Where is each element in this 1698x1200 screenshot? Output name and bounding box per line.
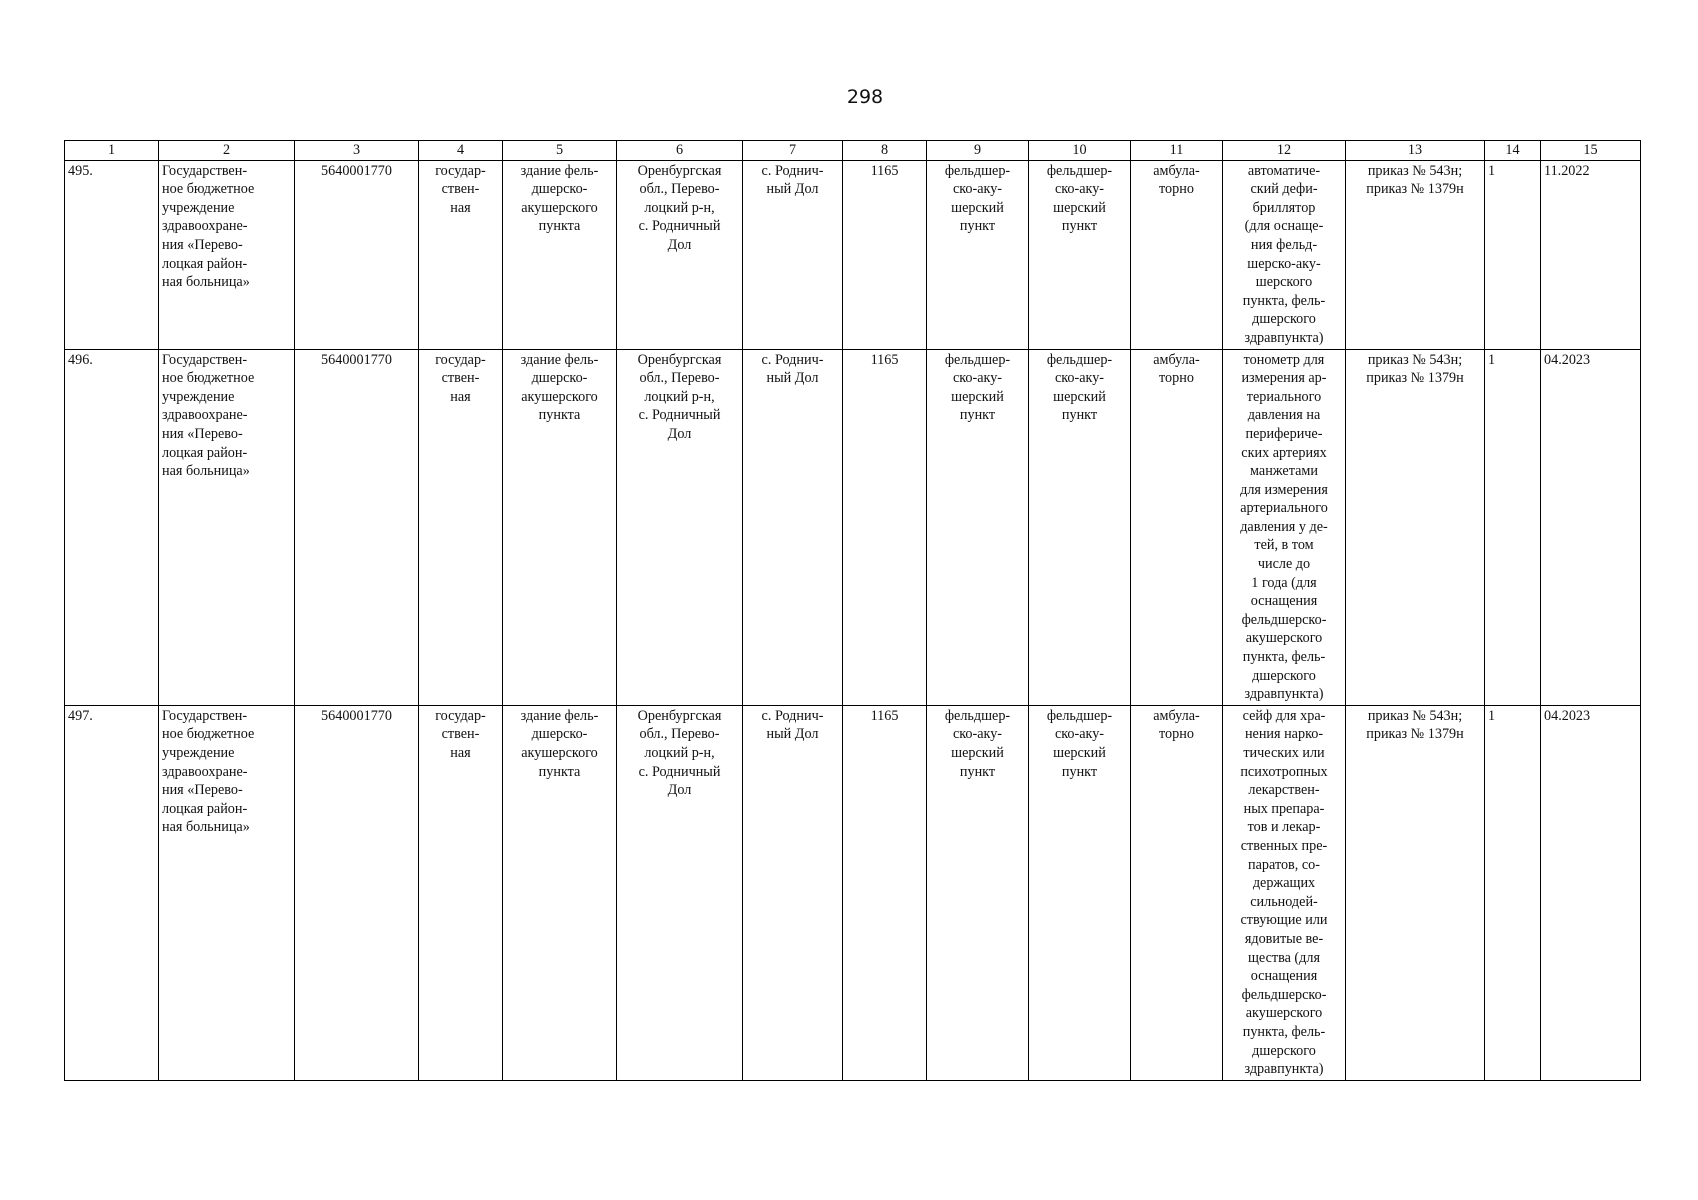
date-cell: 04.2023: [1541, 349, 1641, 705]
column-number-row: [65, 141, 1641, 161]
row-number-cell: 495.: [65, 160, 159, 349]
column-number: 2: [159, 141, 295, 161]
building-cell: здание фель- дшерско- акушерского пункта: [503, 349, 617, 705]
settlement-cell: с. Роднич- ный Дол: [743, 349, 843, 705]
date-cell: 11.2022: [1541, 160, 1641, 349]
organization-cell: Государствен- ное бюджетное учреждение здравоохране- ния «Перево- лоцкая район- ная больница»: [159, 349, 295, 705]
row-number-cell: 497.: [65, 705, 159, 1080]
organization-cell: Государствен- ное бюджетное учреждение здравоохране- ния «Перево- лоцкая район- ная больница»: [159, 705, 295, 1080]
equipment-cell: тонометр для измерения ар- териального давления на периферичe- ских артериях манжетами для измерения артериального давления у де- тей, в том числе до 1 года (для оснащения фельдшерско- акушерского пункта, фель- дшерского здравпункта): [1223, 349, 1346, 705]
unit-type-cell: фельдшер- ско-аку- шерский пункт: [1029, 349, 1131, 705]
unit-type-cell: фельдшер- ско-аку- шерский пункт: [1029, 705, 1131, 1080]
inn-cell: 5640001770: [295, 160, 419, 349]
building-cell: здание фель- дшерско- акушерского пункта: [503, 160, 617, 349]
table-row: [65, 160, 1641, 349]
care-conditions-cell: амбула- торно: [1131, 705, 1223, 1080]
column-number: 15: [1541, 141, 1641, 161]
table-row: [65, 349, 1641, 705]
inn-cell: 5640001770: [295, 705, 419, 1080]
organization-cell: Государствен- ное бюджетное учреждение здравоохране- ния «Перево- лоцкая район- ная больница»: [159, 160, 295, 349]
population-cell: 1165: [843, 160, 927, 349]
care-conditions-cell: амбула- торно: [1131, 160, 1223, 349]
ownership-cell: государ- ствен- ная: [419, 349, 503, 705]
column-number: 6: [617, 141, 743, 161]
equipment-cell: сейф для хра- нения нарко- тических или психотропных лекарствен- ных препара- тов и лекар- ственных пре- паратов, со- держащих сильнодей- ствующие или ядовитые ве- щества (для оснащения фельдшерско- акушерского пункта, фель- дшерского здравпункта): [1223, 705, 1346, 1080]
column-number: 1: [65, 141, 159, 161]
order-reference-cell: приказ № 543н; приказ № 1379н: [1346, 160, 1485, 349]
column-number: 10: [1029, 141, 1131, 161]
column-number: 4: [419, 141, 503, 161]
equipment-cell: автоматиче- ский дефи- бриллятор (для оснаще- ния фельд- шерско-аку- шерского пункта, фель- дшерского здравпункта): [1223, 160, 1346, 349]
care-conditions-cell: амбула- торно: [1131, 349, 1223, 705]
column-number: 11: [1131, 141, 1223, 161]
inn-cell: 5640001770: [295, 349, 419, 705]
column-number: 14: [1485, 141, 1541, 161]
address-cell: Оренбургская обл., Перево- лоцкий р-н, с. Родничный Дол: [617, 160, 743, 349]
table-row: [65, 705, 1641, 1080]
date-cell: 04.2023: [1541, 705, 1641, 1080]
row-number-cell: 496.: [65, 349, 159, 705]
register-table: [64, 140, 1641, 1081]
column-number: 7: [743, 141, 843, 161]
column-number: 12: [1223, 141, 1346, 161]
address-cell: Оренбургская обл., Перево- лоцкий р-н, с. Родничный Дол: [617, 705, 743, 1080]
column-number: 9: [927, 141, 1029, 161]
ownership-cell: государ- ствен- ная: [419, 160, 503, 349]
page-number: 298: [846, 86, 884, 108]
facility-type-cell: фельдшер- ско-аку- шерский пункт: [927, 349, 1029, 705]
settlement-cell: с. Роднич- ный Дол: [743, 160, 843, 349]
column-number: 3: [295, 141, 419, 161]
column-number: 5: [503, 141, 617, 161]
building-cell: здание фель- дшерско- акушерского пункта: [503, 705, 617, 1080]
facility-type-cell: фельдшер- ско-аку- шерский пункт: [927, 705, 1029, 1080]
unit-type-cell: фельдшер- ско-аку- шерский пункт: [1029, 160, 1131, 349]
population-cell: 1165: [843, 705, 927, 1080]
column-number: 13: [1346, 141, 1485, 161]
ownership-cell: государ- ствен- ная: [419, 705, 503, 1080]
column-number: 8: [843, 141, 927, 161]
quantity-cell: 1: [1485, 349, 1541, 705]
facility-type-cell: фельдшер- ско-аку- шерский пункт: [927, 160, 1029, 349]
address-cell: Оренбургская обл., Перево- лоцкий р-н, с. Родничный Дол: [617, 349, 743, 705]
quantity-cell: 1: [1485, 160, 1541, 349]
order-reference-cell: приказ № 543н; приказ № 1379н: [1346, 349, 1485, 705]
settlement-cell: с. Роднич- ный Дол: [743, 705, 843, 1080]
order-reference-cell: приказ № 543н; приказ № 1379н: [1346, 705, 1485, 1080]
population-cell: 1165: [843, 349, 927, 705]
quantity-cell: 1: [1485, 705, 1541, 1080]
